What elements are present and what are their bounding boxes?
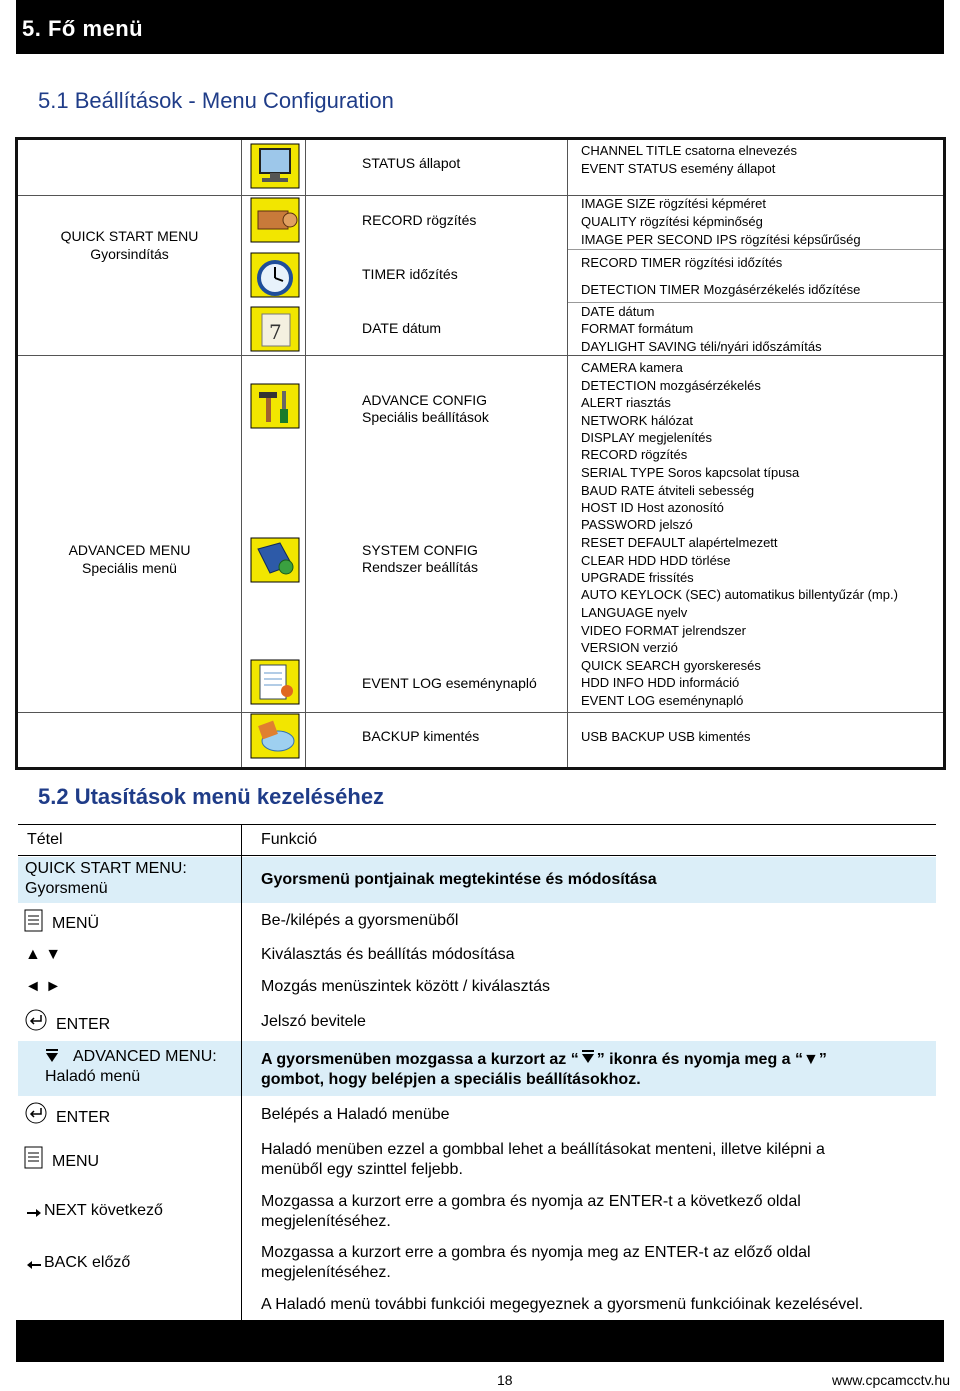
row-divider — [18, 355, 943, 356]
book-gear-icon[interactable] — [250, 537, 300, 583]
menu-label: BACKUP kimentés — [362, 728, 480, 744]
section-title: 5.2 Utasítások menü kezeléséhez — [38, 784, 385, 809]
column-divider — [241, 140, 242, 767]
menu-item: EVENT STATUS esemény állapot — [581, 161, 776, 176]
menu-item: UPGRADE frissítés — [581, 570, 694, 585]
enter-icon — [24, 1009, 48, 1036]
menu-item: CHANNEL TITLE csatorna elnevezés — [581, 143, 798, 158]
menu-item: IMAGE SIZE rögzítési képméret — [581, 196, 766, 211]
menu-item: FORMAT formátum — [581, 321, 694, 336]
page-number: 18 — [497, 1372, 513, 1388]
item-divider — [568, 249, 943, 250]
menu-item: QUALITY rögzítési képminőség — [581, 214, 763, 229]
menu-label: ADVANCE CONFIG Speciális beállítások — [362, 392, 489, 425]
menu-doc-icon — [23, 1146, 45, 1175]
column-divider — [241, 824, 242, 1320]
function-cell: A Haladó menü további funkciói megegyeznek a gyorsmenü funkcióinak kezelésével. — [261, 1296, 864, 1313]
tools-icon[interactable] — [250, 383, 300, 429]
menu-item: VERSION verzió — [581, 640, 678, 655]
menu-label: EVENT LOG eseménynapló — [362, 675, 537, 691]
menu-label: DATE dátum — [362, 320, 442, 336]
menu-item: IMAGE PER SECOND IPS rögzítési képsűrűség — [581, 232, 861, 247]
column-divider — [567, 140, 568, 767]
menu-item: RECORD rögzítés — [581, 447, 688, 462]
camera-icon[interactable] — [250, 197, 300, 243]
function-cell: Mozgassa a kurzort erre a gombra és nyomja az ENTER-t a következő oldal — [261, 1193, 801, 1210]
menu-item: BAUD RATE átviteli sebesség — [581, 483, 755, 498]
menu-label: SYSTEM CONFIG Rendszer beállítás — [362, 542, 478, 575]
menu-item: NETWORK hálózat — [581, 413, 693, 428]
item-cell: ◄ ► — [25, 978, 62, 995]
table-rule — [18, 855, 936, 856]
menu-item: CAMERA kamera — [581, 360, 683, 375]
function-cell: menüből egy szinttel feljebb. — [261, 1161, 463, 1178]
function-cell: megjelenítéséhez. — [261, 1264, 391, 1281]
column-header-item: Tétel — [27, 831, 63, 848]
function-cell: A gyorsmenüben mozgassa a kurzort az “ ” ikonra és nyomja meg a “▼” — [261, 1051, 827, 1068]
menu-item: DISPLAY megjelenítés — [581, 430, 713, 445]
row-divider — [18, 712, 943, 713]
menu-item: DETECTION TIMER Mozgásérzékelés időzítése — [581, 282, 861, 297]
function-cell: Kiválasztás és beállítás módosítása — [261, 946, 515, 963]
menu-item: DAYLIGHT SAVING téli/nyári időszámítás — [581, 339, 822, 354]
notepad-icon[interactable] — [250, 659, 300, 705]
function-cell: gombot, hogy belépjen a speciális beállításokhoz. — [261, 1071, 641, 1088]
function-cell: Be-/kilépés a gyorsmenüből — [261, 912, 459, 929]
menu-doc-icon — [23, 909, 45, 938]
menu-item: HOST ID Host azonosító — [581, 500, 724, 515]
function-cell: Mozgassa a kurzort erre a gombra és nyomja meg az ENTER-t az előző oldal — [261, 1244, 811, 1261]
item-cell: QUICK START MENU: Gyorsmenü — [25, 860, 187, 897]
function-cell: Belépés a Haladó menübe — [261, 1106, 450, 1123]
menu-item: RECORD TIMER rögzítési időzítés — [581, 255, 783, 270]
item-cell: MENÜ — [52, 915, 100, 932]
menu-item: USB BACKUP USB kimentés — [581, 729, 751, 744]
menu-item: CLEAR HDD HDD törlése — [581, 553, 731, 568]
advanced-category: ADVANCED MENU Speciális menü — [68, 542, 191, 576]
column-header-function: Funkció — [261, 831, 318, 848]
row-divider — [18, 195, 943, 196]
menu-label: TIMER időzítés — [362, 266, 458, 282]
item-cell: BACK előző — [44, 1254, 131, 1271]
section-title: 5.1 Beállítások - Menu Configuration — [38, 88, 394, 113]
item-cell: ADVANCED MENU: Haladó menü — [45, 1048, 217, 1085]
svg-text:7: 7 — [269, 320, 282, 344]
footer-bar — [16, 1320, 944, 1362]
menu-item: SERIAL TYPE Soros kapcsolat típusa — [581, 465, 800, 480]
item-cell: MENU — [52, 1153, 100, 1170]
menu-item: QUICK SEARCH gyorskeresés — [581, 658, 761, 673]
menu-label: STATUS állapot — [362, 155, 461, 171]
item-cell: NEXT következő — [44, 1202, 163, 1219]
menu-item: LANGUAGE nyelv — [581, 605, 688, 620]
menu-item: DETECTION mozgásérzékelés — [581, 378, 761, 393]
clock-icon[interactable] — [250, 252, 300, 298]
item-cell: ENTER — [56, 1109, 111, 1126]
footer-url[interactable]: www.cpcamcctv.hu — [832, 1372, 950, 1388]
back-arrow-icon — [27, 1257, 41, 1275]
function-cell: megjelenítéséhez. — [261, 1213, 391, 1230]
enter-icon — [24, 1102, 48, 1129]
quick-start-category: QUICK START MENU Gyorsindítás — [60, 228, 199, 262]
menu-item: VIDEO FORMAT jelrendszer — [581, 623, 746, 638]
page-title: 5. Fő menü — [22, 16, 144, 41]
menu-item: AUTO KEYLOCK (SEC) automatikus billentyűzár (mp.) — [581, 587, 898, 602]
menu-item: RESET DEFAULT alapértelmezett — [581, 535, 778, 550]
disc-backup-icon[interactable] — [250, 713, 300, 759]
monitor-icon[interactable] — [250, 143, 300, 189]
next-arrow-icon — [27, 1205, 41, 1223]
menu-item: ALERT riasztás — [581, 395, 671, 410]
menu-item: EVENT LOG eseménynapló — [581, 693, 744, 708]
menu-item: DATE dátum — [581, 304, 655, 319]
header-bar — [16, 0, 944, 54]
table-rule — [18, 824, 936, 825]
menu-item: HDD INFO HDD információ — [581, 675, 740, 690]
calendar-icon[interactable] — [250, 306, 300, 352]
column-divider — [305, 140, 306, 767]
menu-item: PASSWORD jelszó — [581, 517, 693, 532]
item-cell: ENTER — [56, 1016, 111, 1033]
function-cell: Jelszó bevitele — [261, 1013, 366, 1030]
advanced-arrow-icon — [579, 1050, 597, 1064]
item-cell: ▲ ▼ — [25, 946, 62, 963]
function-cell: Haladó menüben ezzel a gombbal lehet a beállításokat menteni, illetve kilépni a — [261, 1141, 825, 1158]
menu-label: RECORD rögzítés — [362, 212, 477, 228]
function-cell: Gyorsmenü pontjainak megtekintése és módosítása — [261, 871, 657, 888]
function-cell: Mozgás menüszintek között / kiválasztás — [261, 978, 551, 995]
